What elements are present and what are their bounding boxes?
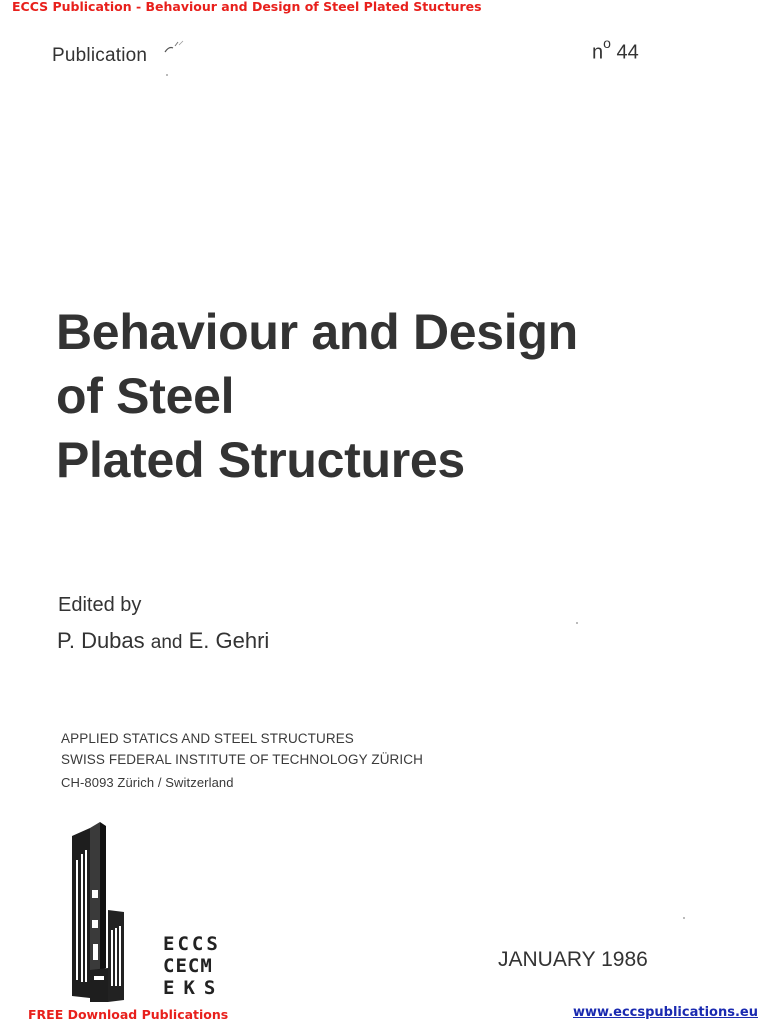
footer-website-link[interactable]: www.eccspublications.eu — [573, 1005, 758, 1020]
institution-address: CH-8093 Zürich / Switzerland — [61, 775, 234, 790]
logo-text-cecm: CECM — [163, 955, 213, 977]
logo-text-eks: EKS — [163, 977, 225, 999]
institution-line-1: APPLIED STATICS AND STEEL STRUCTURES — [61, 731, 354, 746]
document-title — [56, 300, 578, 492]
title-line-1: Behaviour and Design — [56, 304, 578, 360]
footer-download-label: FREE Download Publications — [28, 1007, 229, 1022]
scan-speck — [683, 917, 685, 919]
publication-label: Publication — [52, 45, 148, 66]
editors-names: P. Dubas and E. Gehri — [57, 628, 270, 653]
edited-by-label: Edited by — [58, 594, 142, 616]
title-line-3: Plated Structures — [56, 432, 465, 488]
institution-line-2: SWISS FEDERAL INSTITUTE OF TECHNOLOGY ZÜRICH — [61, 752, 423, 767]
eccs-building-logo-icon — [66, 820, 126, 1002]
scan-mark-icon — [163, 40, 185, 54]
publication-date: JANUARY 1986 — [498, 948, 648, 971]
scan-speck — [166, 74, 168, 76]
title-line-2: of Steel — [56, 368, 235, 424]
logo-text-eccs: ECCS — [163, 933, 221, 955]
scan-speck — [576, 622, 578, 624]
publication-number: $n^o$ 44 — [592, 35, 639, 64]
header-banner: ECCS Publication - Behaviour and Design of Steel Plated Stuctures — [12, 0, 482, 14]
